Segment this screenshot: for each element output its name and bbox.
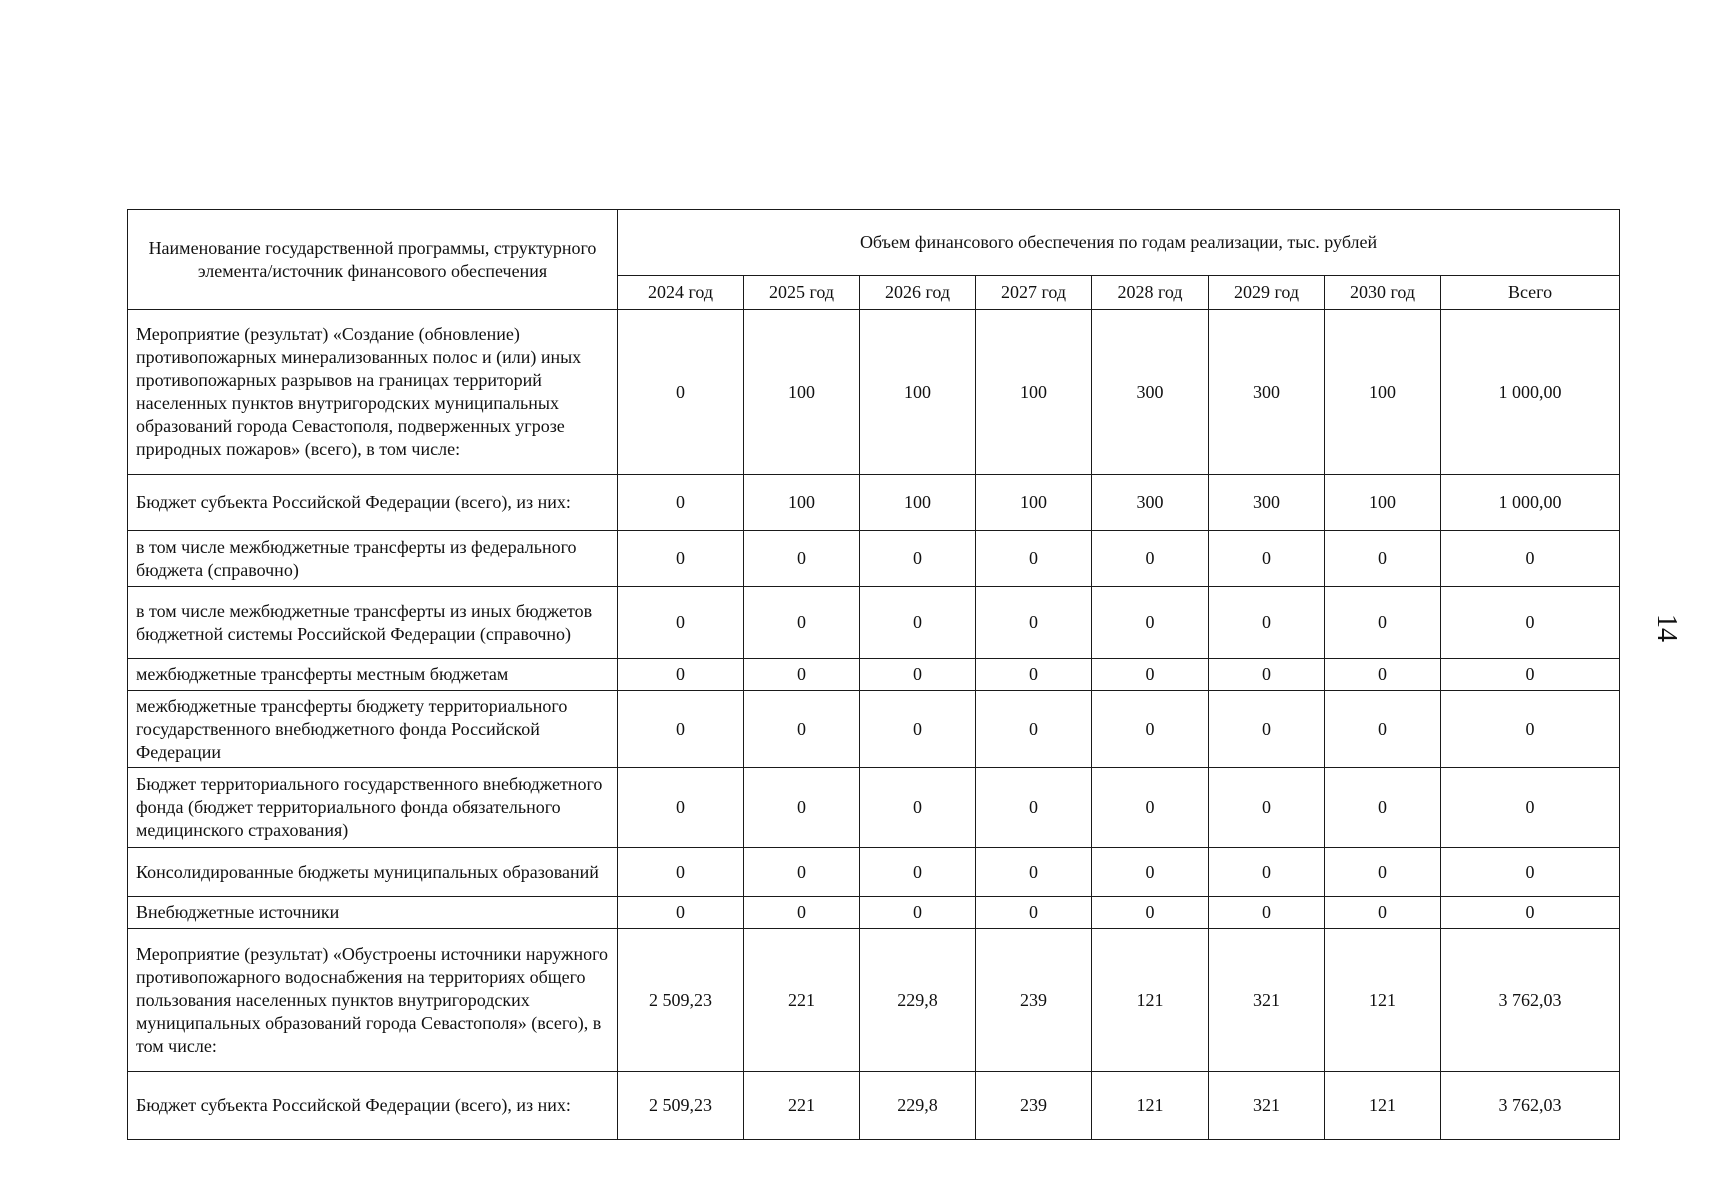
value-cell: 0 (1092, 691, 1209, 768)
value-cell: 0 (1325, 691, 1441, 768)
value-cell: 0 (744, 531, 860, 587)
header-year: 2024 год (618, 276, 744, 310)
row-label: Бюджет субъекта Российской Федерации (всего), из них: (128, 1072, 618, 1140)
value-cell: 0 (1325, 768, 1441, 848)
value-cell: 100 (744, 475, 860, 531)
value-cell: 0 (1441, 587, 1620, 659)
value-cell: 0 (618, 531, 744, 587)
row-label: Бюджет территориального государственного внебюджетного фонда (бюджет территориального фонда обязательного медицинского страхования) (128, 768, 618, 848)
value-cell: 0 (1092, 848, 1209, 897)
value-cell: 0 (860, 768, 976, 848)
header-year: 2028 год (1092, 276, 1209, 310)
table-row (128, 587, 1620, 659)
value-cell: 0 (1441, 768, 1620, 848)
value-cell: 0 (1441, 691, 1620, 768)
value-cell: 0 (1325, 587, 1441, 659)
table-header (128, 210, 1620, 310)
value-cell: 0 (1441, 659, 1620, 691)
value-cell: 321 (1209, 1072, 1325, 1140)
value-cell: 0 (1209, 587, 1325, 659)
table-row (128, 929, 1620, 1072)
value-cell: 0 (1441, 897, 1620, 929)
value-cell: 0 (1092, 768, 1209, 848)
value-cell: 0 (744, 659, 860, 691)
value-cell: 0 (1092, 587, 1209, 659)
value-cell: 0 (618, 475, 744, 531)
value-cell: 2 509,23 (618, 1072, 744, 1140)
value-cell: 100 (860, 310, 976, 475)
header-year: 2029 год (1209, 276, 1325, 310)
value-cell: 221 (744, 929, 860, 1072)
value-cell: 121 (1325, 1072, 1441, 1140)
value-cell: 300 (1092, 475, 1209, 531)
row-label: Консолидированные бюджеты муниципальных образований (128, 848, 618, 897)
table-row (128, 531, 1620, 587)
row-label: Мероприятие (результат) «Обустроены источники наружного противопожарного водоснабжения на территориях общего пользования населенных пунктов внутригородских муниципальных образований города Севастополя» (всего), в том числе: (128, 929, 618, 1072)
value-cell: 0 (1209, 768, 1325, 848)
value-cell: 0 (618, 848, 744, 897)
table-row (128, 659, 1620, 691)
table-row (128, 897, 1620, 929)
value-cell: 0 (618, 897, 744, 929)
header-name-column: Наименование государственной программы, структурного элемента/источник финансового обеспечения (128, 210, 618, 310)
value-cell: 121 (1325, 929, 1441, 1072)
value-cell: 0 (976, 587, 1092, 659)
value-cell: 239 (976, 929, 1092, 1072)
value-cell: 300 (1209, 475, 1325, 531)
table-row (128, 1072, 1620, 1140)
row-label: в том числе межбюджетные трансферты из иных бюджетов бюджетной системы Российской Федерации (справочно) (128, 587, 618, 659)
value-cell: 0 (860, 587, 976, 659)
value-cell: 100 (1325, 310, 1441, 475)
table-row (128, 768, 1620, 848)
value-cell: 0 (618, 691, 744, 768)
value-cell: 0 (1209, 531, 1325, 587)
value-cell: 0 (744, 768, 860, 848)
header-year: Всего (1441, 276, 1620, 310)
value-cell: 0 (1209, 848, 1325, 897)
value-cell: 0 (976, 848, 1092, 897)
table-row (128, 475, 1620, 531)
value-cell: 0 (976, 691, 1092, 768)
value-cell: 239 (976, 1072, 1092, 1140)
value-cell: 100 (976, 475, 1092, 531)
table-row (128, 848, 1620, 897)
header-funding-group: Объем финансового обеспечения по годам реализации, тыс. рублей (618, 210, 1620, 276)
value-cell: 3 762,03 (1441, 1072, 1620, 1140)
value-cell: 0 (618, 768, 744, 848)
value-cell: 0 (744, 897, 860, 929)
row-label: межбюджетные трансферты бюджету территориального государственного внебюджетного фонда Российской Федерации (128, 691, 618, 768)
value-cell: 221 (744, 1072, 860, 1140)
value-cell: 1 000,00 (1441, 310, 1620, 475)
value-cell: 100 (744, 310, 860, 475)
value-cell: 1 000,00 (1441, 475, 1620, 531)
value-cell: 0 (976, 659, 1092, 691)
value-cell: 0 (1209, 897, 1325, 929)
value-cell: 0 (976, 768, 1092, 848)
header-year: 2030 год (1325, 276, 1441, 310)
row-label: межбюджетные трансферты местным бюджетам (128, 659, 618, 691)
value-cell: 0 (1325, 531, 1441, 587)
row-label: Внебюджетные источники (128, 897, 618, 929)
value-cell: 0 (1209, 691, 1325, 768)
value-cell: 300 (1092, 310, 1209, 475)
header-year: 2027 год (976, 276, 1092, 310)
value-cell: 0 (860, 659, 976, 691)
row-label: Мероприятие (результат) «Создание (обновление) противопожарных минерализованных полос и (или) иных противопожарных разрывов на границах территорий населенных пунктов внутригородских муниципальных образований города Севастополя, подверженных угрозе природных пожаров» (всего), в том числе: (128, 310, 618, 475)
page-number: 14 (1651, 614, 1682, 642)
value-cell: 0 (618, 659, 744, 691)
value-cell: 0 (1325, 897, 1441, 929)
value-cell: 3 762,03 (1441, 929, 1620, 1072)
row-label: в том числе межбюджетные трансферты из федерального бюджета (справочно) (128, 531, 618, 587)
value-cell: 300 (1209, 310, 1325, 475)
value-cell: 0 (976, 897, 1092, 929)
value-cell: 0 (618, 587, 744, 659)
value-cell: 0 (744, 587, 860, 659)
value-cell: 100 (860, 475, 976, 531)
value-cell: 100 (1325, 475, 1441, 531)
value-cell: 0 (1441, 848, 1620, 897)
value-cell: 0 (860, 897, 976, 929)
value-cell: 100 (976, 310, 1092, 475)
value-cell: 0 (860, 848, 976, 897)
financing-table (127, 209, 1620, 1140)
value-cell: 0 (618, 310, 744, 475)
header-year: 2026 год (860, 276, 976, 310)
value-cell: 0 (1092, 659, 1209, 691)
value-cell: 121 (1092, 1072, 1209, 1140)
table-body (128, 310, 1620, 1140)
row-label: Бюджет субъекта Российской Федерации (всего), из них: (128, 475, 618, 531)
value-cell: 0 (860, 531, 976, 587)
value-cell: 0 (1092, 897, 1209, 929)
value-cell: 0 (1092, 531, 1209, 587)
value-cell: 0 (1209, 659, 1325, 691)
value-cell: 121 (1092, 929, 1209, 1072)
value-cell: 0 (744, 848, 860, 897)
table-row (128, 691, 1620, 768)
value-cell: 0 (1325, 659, 1441, 691)
value-cell: 0 (744, 691, 860, 768)
table-row (128, 310, 1620, 475)
value-cell: 0 (976, 531, 1092, 587)
value-cell: 0 (860, 691, 976, 768)
value-cell: 0 (1441, 531, 1620, 587)
value-cell: 229,8 (860, 1072, 976, 1140)
value-cell: 321 (1209, 929, 1325, 1072)
value-cell: 2 509,23 (618, 929, 744, 1072)
value-cell: 0 (1325, 848, 1441, 897)
header-year: 2025 год (744, 276, 860, 310)
value-cell: 229,8 (860, 929, 976, 1072)
